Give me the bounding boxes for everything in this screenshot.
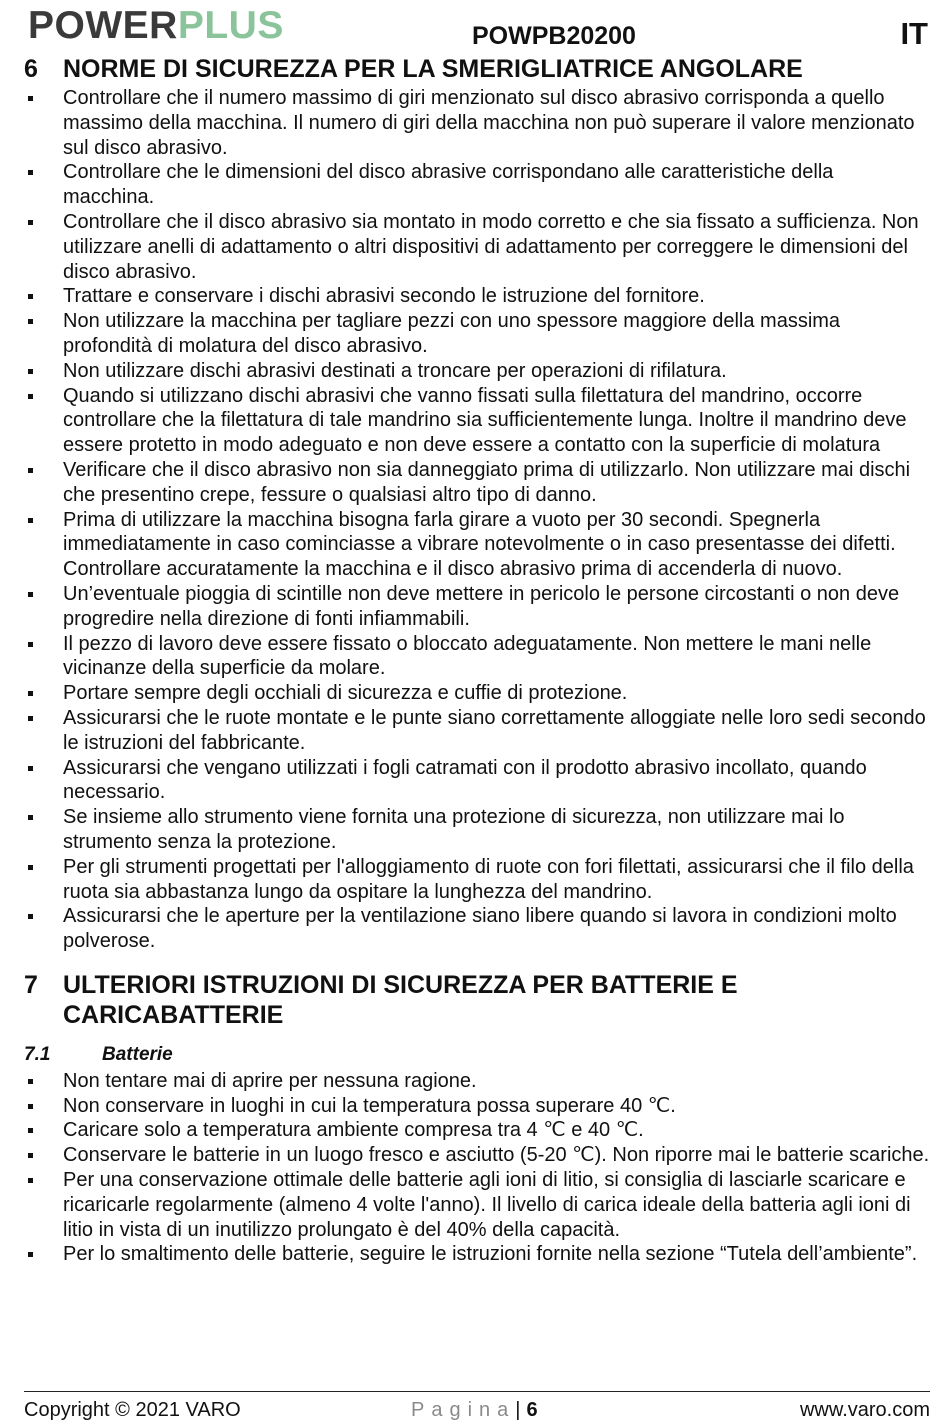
section-6-number: 6	[24, 55, 38, 83]
list-item: Un’eventuale pioggia di scintille non deve mettere in pericolo le persone circostanti o non deve progredire nella direzione di fonti infiammabili.	[24, 582, 930, 632]
list-item: Non utilizzare la macchina per tagliare pezzi con uno spessore maggiore della massima profondità di molatura del disco abrasivo.	[24, 309, 930, 359]
section-7-heading	[24, 970, 930, 1030]
list-item: Quando si utilizzano dischi abrasivi che vanno fissati sulla filettatura del mandrino, occorre controllare che la filettatura di tale mandrino sia sufficientemente lunga. Inoltre il mandrino deve essere protetto in modo adeguato e non deve essere a contatto con la superficie di molatura	[24, 384, 930, 458]
list-item: Non utilizzare dischi abrasivi destinati a troncare per operazioni di rifilatura.	[24, 359, 930, 384]
page-content	[24, 52, 930, 1267]
list-item: Caricare solo a temperatura ambiente compresa tra 4 ℃ e 40 ℃.	[24, 1118, 930, 1143]
list-item: Assicurarsi che vengano utilizzati i fogli catramati con il prodotto abrasivo incollato, quando necessario.	[24, 756, 930, 806]
list-item: Non conservare in luoghi in cui la temperatura possa superare 40 ℃.	[24, 1094, 930, 1119]
list-item: Controllare che le dimensioni del disco abrasive corrispondano alle caratteristiche della macchina.	[24, 160, 930, 210]
subsection-7-1-number: 7.1	[24, 1043, 51, 1065]
list-item: Assicurarsi che le ruote montate e le punte siano correttamente alloggiate nelle loro sedi secondo le istruzioni del fabbricante.	[24, 706, 930, 756]
language-code: IT	[900, 16, 928, 51]
list-item: Controllare che il numero massimo di giri menzionato sul disco abrasivo corrisponda a quello massimo della macchina. Il numero di giri della macchina non può superare il valore menzionato sul disco abrasivo.	[24, 86, 930, 160]
list-item: Assicurarsi che le aperture per la ventilazione siano libere quando si lavora in condizioni molto polverose.	[24, 904, 930, 954]
model-number: POWPB20200	[472, 22, 636, 50]
page-header	[0, 0, 950, 52]
copyright-notice: Copyright © 2021 VARO	[24, 1399, 241, 1421]
page-label: Pagina	[411, 1399, 516, 1421]
section-6-title: NORME DI SICUREZZA PER LA SMERIGLIATRICE ANGOLARE	[63, 55, 803, 83]
logo-text-power: POWER	[28, 4, 178, 47]
subsection-7-1-title: Batterie	[102, 1043, 173, 1065]
list-item: Per gli strumenti progettati per l'alloggiamento di ruote con fori filettati, assicurarsi che il filo della ruota sia abbastanza lungo da ospitare la lunghezza del mandrino.	[24, 855, 930, 905]
list-item: Conservare le batterie in un luogo fresco e asciutto (5-20 ℃). Non riporre mai le batterie scariche.	[24, 1143, 930, 1168]
section-6-list	[24, 86, 930, 954]
section-6-heading	[24, 54, 930, 84]
list-item: Per una conservazione ottimale delle batterie agli ioni di litio, si consiglia di lasciarle scaricare e ricaricarle regolarmente (almeno 4 volte l'anno). Il livello di carica ideale della batteria agli ioni di litio in vista di un inutilizzo prolungato è del 40% della capacità.	[24, 1168, 930, 1242]
list-item: Il pezzo di lavoro deve essere fissato o bloccato adeguatamente. Non mettere le mani nelle vicinanze della superficie da molare.	[24, 632, 930, 682]
list-item: Se insieme allo strumento viene fornita una protezione di sicurezza, non utilizzare mai lo strumento senza la protezione.	[24, 805, 930, 855]
list-item: Portare sempre degli occhiali di sicurezza e cuffie di protezione.	[24, 681, 930, 706]
list-item: Per lo smaltimento delle batterie, seguire le istruzioni fornite nella sezione “Tutela dell’ambiente”.	[24, 1242, 930, 1267]
page-separator: |	[515, 1399, 521, 1421]
page-indicator	[411, 1399, 538, 1422]
page-number: 6	[526, 1399, 538, 1421]
list-item: Controllare che il disco abrasivo sia montato in modo corretto e che sia fissato a sufficienza. Non utilizzare anelli di adattamento o altri dispositivi di adattamento per correggere le dimensioni del disco abrasivo.	[24, 210, 930, 284]
list-item: Prima di utilizzare la macchina bisogna farla girare a vuoto per 30 secondi. Spegnerla immediatamente in caso cominciasse a vibrare notevolmente o in caso presentasse dei difetti. Controllare accuratamente la macchina e il disco abrasivo prima di accenderla di nuovo.	[24, 508, 930, 582]
subsection-7-1-heading	[24, 1044, 930, 1066]
section-7-1-list	[24, 1069, 930, 1267]
list-item: Trattare e conservare i dischi abrasivi secondo le istruzione del fornitore.	[24, 284, 930, 309]
website-link[interactable]: www.varo.com	[799, 1399, 930, 1421]
page-footer	[24, 1391, 930, 1425]
list-item: Verificare che il disco abrasivo non sia danneggiato prima di utilizzarlo. Non utilizzare mai dischi che presentino crepe, fessure o qualsiasi altro tipo di danno.	[24, 458, 930, 508]
powerplus-logo	[28, 4, 284, 48]
section-7-title: ULTERIORI ISTRUZIONI DI SICUREZZA PER BATTERIE E CARICABATTERIE	[63, 970, 738, 1029]
logo-text-plus: PLUS	[177, 4, 284, 47]
list-item: Non tentare mai di aprire per nessuna ragione.	[24, 1069, 930, 1094]
section-7-number: 7	[24, 970, 38, 999]
